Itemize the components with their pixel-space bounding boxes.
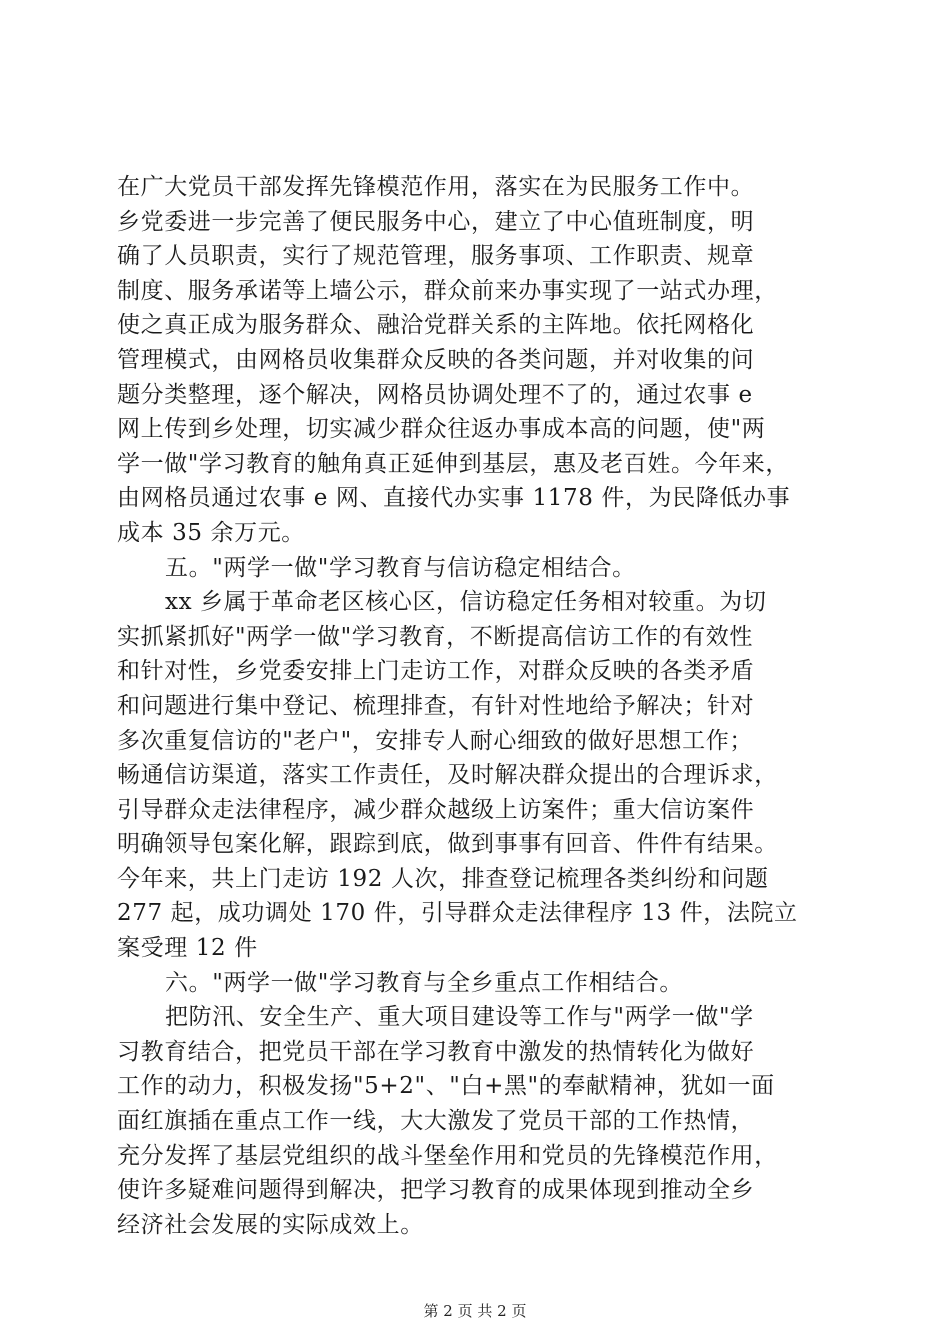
text-line: 使许多疑难问题得到解决，把学习教育的成果体现到推动全乡	[117, 1177, 755, 1204]
text-line: 引导群众走法律程序，减少群众越级上访案件；重大信访案件	[117, 796, 755, 823]
text-line: 和问题进行集中登记、梳理排查，有针对性地给予解决；针对	[117, 692, 755, 719]
text-line: xx 乡属于革命老区核心区，信访稳定任务相对较重。为切	[165, 589, 767, 616]
text-line: 和针对性，乡党委安排上门走访工作，对群众反映的各类矛盾	[117, 658, 755, 685]
text-line: 明确领导包案化解，跟踪到底，做到事事有回音、件件有结果。	[117, 831, 778, 858]
text-line: 277 起，成功调处 170 件，引导群众走法律程序 13 件，法院立	[117, 900, 798, 927]
text-line: 充分发挥了基层党组织的战斗堡垒作用和党员的先锋模范作用，	[117, 1142, 778, 1169]
text-line: 成本 35 余万元。	[117, 519, 305, 546]
text-line: 网上传到乡处理，切实减少群众往返办事成本高的问题，使"两	[117, 416, 766, 443]
text-line: 使之真正成为服务群众、融洽党群关系的主阵地。依托网格化	[117, 312, 755, 339]
text-line: 题分类整理，逐个解决，网格员协调处理不了的，通过农事 e	[117, 381, 753, 408]
text-line: 六。"两学一做"学习教育与全乡重点工作相结合。	[165, 969, 683, 996]
document-body	[117, 170, 837, 1242]
text-line: 习教育结合，把党员干部在学习教育中激发的热情转化为做好	[117, 1038, 755, 1065]
text-line: 乡党委进一步完善了便民服务中心，建立了中心值班制度，明	[117, 208, 755, 235]
text-line: 案受理 12 件	[117, 935, 258, 962]
text-line: 工作的动力，积极发扬"5+2"、"白+黑"的奉献精神，犹如一面	[117, 1073, 775, 1100]
text-line: 在广大党员干部发挥先锋模范作用，落实在为民服务工作中。	[117, 174, 755, 200]
text-line: 经济社会发展的实际成效上。	[117, 1211, 424, 1238]
text-line: 五。"两学一做"学习教育与信访稳定相结合。	[165, 554, 636, 581]
text-line: 学一做"学习教育的触角真正延伸到基层，惠及老百姓。今年来，	[117, 450, 789, 477]
text-line: 面红旗插在重点工作一线，大大激发了党员干部的工作热情，	[117, 1108, 755, 1135]
text-line: 实抓紧抓好"两学一做"学习教育，不断提高信访工作的有效性	[117, 623, 753, 650]
text-line: 确了人员职责，实行了规范管理，服务事项、工作职责、规章	[117, 243, 755, 270]
text-line: 把防汛、安全生产、重大项目建设等工作与"两学一做"学	[165, 1004, 754, 1031]
text-line: 由网格员通过农事 e 网、直接代办实事 1178 件，为民降低办事	[117, 485, 791, 512]
text-line: 管理模式，由网格员收集群众反映的各类问题，并对收集的问	[117, 346, 755, 373]
text-line: 制度、服务承诺等上墙公示，群众前来办事实现了一站式办理，	[117, 277, 778, 304]
page-footer: 第 2 页 共 2 页	[423, 1302, 527, 1320]
text-line: 今年来，共上门走访 192 人次，排查登记梳理各类纠纷和问题	[117, 865, 769, 892]
text-line: 多次重复信访的"老户"，安排专人耐心细致的做好思想工作；	[117, 727, 753, 754]
text-line: 畅通信访渠道，落实工作责任，及时解决群众提出的合理诉求，	[117, 762, 778, 789]
